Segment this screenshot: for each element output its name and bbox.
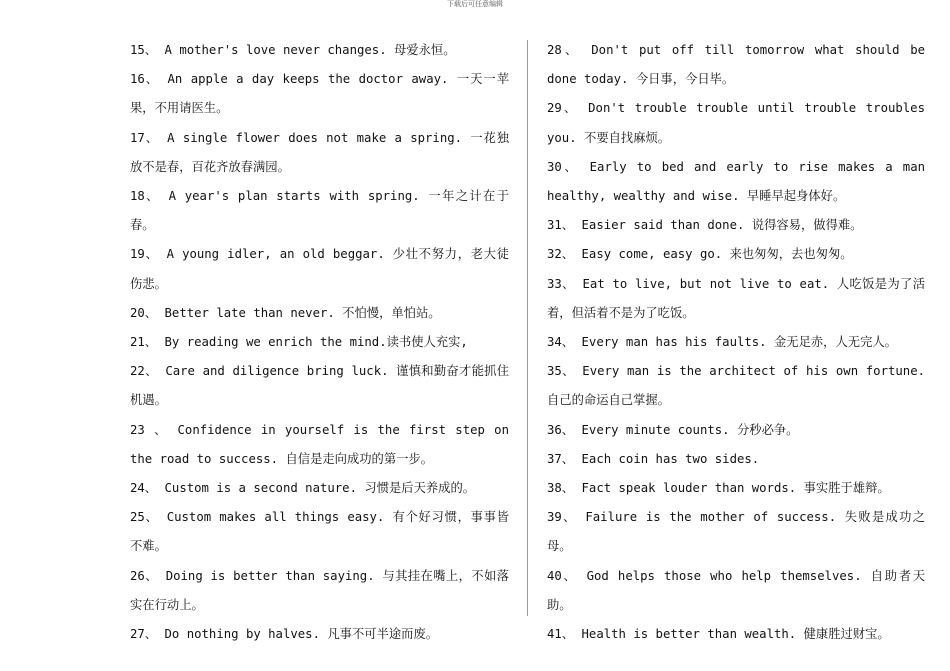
proverb-31: 31、 Easier said than done. 说得容易，做得难。 [547,218,863,233]
proverb-26: 26、 Doing is better than saying. 与其挂在嘴上，不如落实在行动上。 [130,568,509,612]
left-column [130,36,509,649]
proverb-28: 28、 Don't put off till tomorrow what should be done today. 今日事，今日毕。 [547,43,925,87]
proverb-30: 30、 Early to bed and early to rise makes a man healthy, wealthy and wise. 早睡早起身体好。 [547,159,925,204]
proverb-18: 18、 A year's plan starts with spring. 一年之计在于春。 [130,189,509,233]
proverb-36: 36、 Every minute counts. 分秒必争。 [547,422,799,437]
proverb-32: 32、 Easy come, easy go. 来也匆匆，去也匆匆。 [547,247,853,262]
proverb-27: 27、 Do nothing by halves. 凡事不可半途而废。 [130,627,439,642]
proverb-17: 17、 A single flower does not make a spring. 一花独放不是春，百花齐放春满园。 [130,130,509,174]
column-divider [527,40,528,616]
proverb-21: 21、 By reading we enrich the mind.读书使人充实, [130,335,468,350]
proverb-15: 15、 A mother's love never changes. 母爱永恒。 [130,43,456,57]
proverb-16: 16、 An apple a day keeps the doctor away. 一天一苹果，不用请医生。 [130,72,509,116]
proverb-38: 38、 Fact speak louder than words. 事实胜于雄辩。 [547,481,890,496]
proverb-23: 23 、 Confidence in yourself is the first step on the road to success. 自信是走向成功的第一步。 [130,422,509,466]
proverb-29: 29、 Don't trouble trouble until trouble troubles you. 不要自找麻烦。 [547,101,925,145]
proverb-24: 24、 Custom is a second nature. 习惯是后天养成的。 [130,481,476,496]
proverb-39: 39、 Failure is the mother of success. 失败是成功之母。 [547,510,925,554]
proverb-19: 19、 A young idler, an old beggar. 少壮不努力，老大徒伤悲。 [130,247,509,291]
proverb-22: 22、 Care and diligence bring luck. 谨慎和勤奋才能抓住机遇。 [130,364,509,408]
right-column [547,36,925,649]
proverb-37: 37、 Each coin has two sides. [547,451,760,466]
proverb-35: 35、 Every man is the architect of his own fortune. 自己的命运自己掌握。 [547,364,925,408]
proverb-41: 41、 Health is better than wealth. 健康胜过财宝。 [547,627,890,642]
proverb-20: 20、 Better late than never. 不怕慢，单怕站。 [130,305,441,320]
proverb-40: 40、 God helps those who help themselves. 自助者天助。 [547,568,925,612]
proverb-25: 25、 Custom makes all things easy. 有个好习惯，事事皆不难。 [130,510,509,554]
page-header: 下载后可任意编辑 [447,0,503,8]
proverb-34: 34、 Every man has his faults. 金无足赤，人无完人。 [547,335,897,350]
proverb-33: 33、 Eat to live, but not live to eat. 人吃饭是为了活着，但活着不是为了吃饭。 [547,276,925,320]
